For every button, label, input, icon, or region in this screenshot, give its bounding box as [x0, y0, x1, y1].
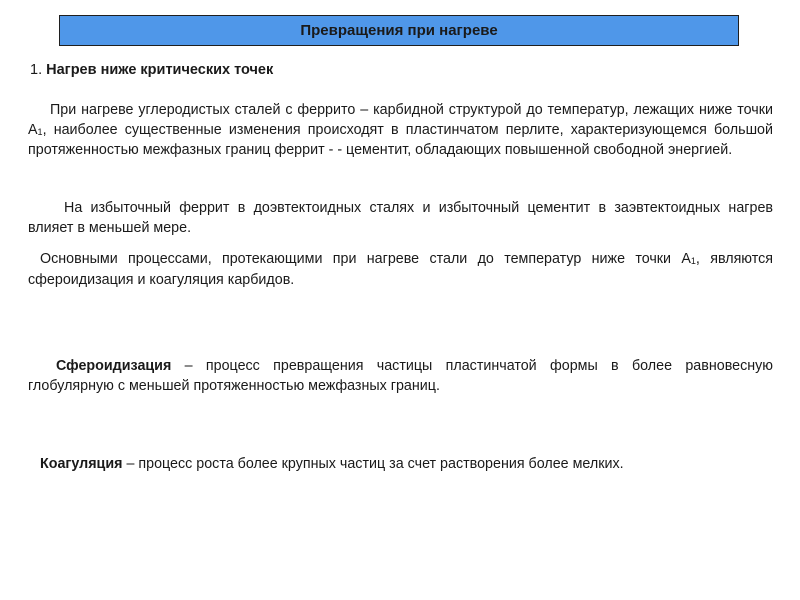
- paragraph-excess-ferrite: На избыточный феррит в доэвтектоидных сталях и избыточный цементит в заэвтектоидных нагрев влияет в меньшей мере.: [28, 200, 773, 236]
- p1-subscript: 1: [37, 126, 43, 137]
- slide-title: Превращения при нагреве: [300, 22, 498, 39]
- term-spheroidization: Сфероидизация: [56, 358, 172, 374]
- paragraph-coagulation: [40, 455, 775, 475]
- p3-text-1: Основными процессами, протекающими при нагреве стали до температур ниже точки А: [40, 251, 691, 267]
- heading-number: 1.: [30, 62, 43, 78]
- p3-text-2: , являются сфероидизация и коагуляция карбидов.: [28, 251, 773, 288]
- p5-definition: – процесс роста более крупных частиц за счет растворения более мелких.: [122, 456, 624, 472]
- p3-subscript: 1: [690, 256, 696, 266]
- title-bar: [59, 15, 739, 46]
- term-coagulation: Коагуляция: [40, 456, 123, 472]
- section-heading: [30, 62, 273, 78]
- heading-text: Нагрев ниже критических точек: [46, 62, 274, 78]
- paragraph-main-processes: [28, 250, 773, 290]
- p1-text-1: При нагреве углеродистых сталей с феррито – карбидной структурой до температур, лежащих ниже точки А: [28, 102, 773, 138]
- paragraph-spheroidization: [28, 357, 773, 396]
- paragraph-heating-steels: [28, 101, 773, 161]
- p4-definition: – процесс превращения частицы пластинчатой формы в более равновесную глобулярную с меньшей протяженностью межфазных границ.: [28, 358, 773, 394]
- p1-text-2: , наиболее существенные изменения происходят в пластинчатом перлите, характеризующемся большой протяженностью межфазных границ феррит - - цементит, обладающих повышенной свободной энергией.: [28, 121, 773, 158]
